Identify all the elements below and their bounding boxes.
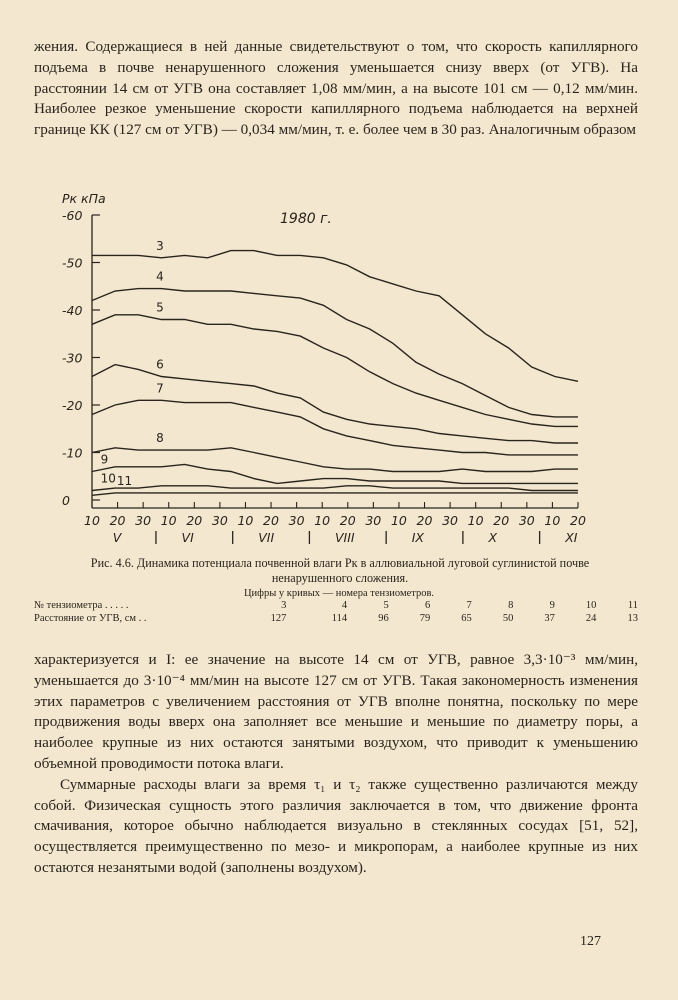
y-tick-label: 0 <box>62 493 70 508</box>
x-tick-label: 10 <box>314 513 331 528</box>
x-tick-label: 30 <box>211 513 228 528</box>
cell: 96 <box>378 612 389 624</box>
figure-caption: Рис. 4.6. Динамика потенциала почвенной влаги Pк в аллювиальной луговой суглинистой почве ненарушенного сложения. <box>90 556 590 585</box>
cell: 65 <box>461 612 472 624</box>
curve-label: 5 <box>156 300 164 315</box>
x-tick-label: 20 <box>493 513 510 528</box>
x-tick-label: 20 <box>570 513 586 528</box>
x-tick-label: 20 <box>339 513 356 528</box>
x-tick-label: 30 <box>365 513 382 528</box>
curve-tensiometer-8 <box>92 448 578 472</box>
x-tick-label: 20 <box>416 513 433 528</box>
curve-label: 11 <box>116 473 133 488</box>
axes <box>92 215 578 508</box>
curve-label: 8 <box>156 431 164 446</box>
cell: 9 <box>549 600 555 611</box>
cell: 79 <box>419 612 431 624</box>
cell: 7 <box>466 600 472 611</box>
chart-title: 1980 г. <box>280 211 332 227</box>
row-label: Расстояние от УГВ, см . . <box>34 612 147 624</box>
y-tick-label: -30 <box>62 350 83 366</box>
x-tick-label: 30 <box>135 513 152 528</box>
curve-tensiometer-11 <box>92 493 578 495</box>
row-label: № тензиометра . . . . . <box>34 600 129 611</box>
y-ticks <box>62 208 100 508</box>
x-tick-label: 10 <box>237 513 254 528</box>
month-label: V <box>112 530 122 545</box>
cell: 10 <box>585 600 597 611</box>
figure-note: Цифры у кривых — номера тензиометров. <box>243 588 435 599</box>
x-tick-label: 10 <box>160 513 177 528</box>
cell: 11 <box>627 600 638 611</box>
body-text-bottom <box>34 650 638 879</box>
y-tick-label: -40 <box>62 303 83 318</box>
curve-tensiometer-10 <box>92 486 578 491</box>
curve-label: 3 <box>156 238 164 253</box>
table-row <box>34 600 638 613</box>
cell: 114 <box>331 612 348 624</box>
table-row <box>34 613 638 626</box>
curve-tensiometer-6 <box>92 365 578 446</box>
page-number: 127 <box>580 934 601 949</box>
curve-label: 10 <box>100 471 116 486</box>
month-label: XI <box>565 530 578 545</box>
x-tick-label: 30 <box>288 513 305 528</box>
cell: 6 <box>424 600 431 611</box>
cell: 8 <box>508 600 514 611</box>
x-tick-label: 30 <box>442 513 459 528</box>
y-tick-label: -10 <box>62 445 83 461</box>
curve-label: 6 <box>156 357 164 372</box>
x-tick-label: 10 <box>84 513 100 528</box>
cell: 24 <box>585 612 597 624</box>
y-tick-label: -60 <box>62 208 83 223</box>
tensiometer-table <box>34 600 638 625</box>
x-tick-label: 30 <box>518 513 535 528</box>
curve-tensiometer-5 <box>92 315 578 427</box>
y-tick-label: -50 <box>62 255 83 271</box>
cell: 50 <box>502 612 514 624</box>
cell: 5 <box>383 600 389 611</box>
x-tick-label: 10 <box>390 513 407 528</box>
month-label: VI <box>181 530 194 545</box>
cell: 4 <box>341 600 348 611</box>
cell: 127 <box>270 612 287 624</box>
curve-label: 7 <box>156 381 164 396</box>
paragraph: жения. Содержащиеся в ней данные свидетельствуют о том, что скорость капиллярного подъема в почве ненарушенного сложения уменьшается снизу вверх (от УГВ). На расстоянии 14 см от УГВ она составляет 1,08 мм/мин, а на высоте 101 см — 0,12 мм/мин. Наиболее резкое уменьшение скорости капиллярного подъема наблюдается на верхней границе КК (127 см от УГВ) — 0,034 мм/мин, т. е. более чем в 30 раз. Аналогичным образом <box>34 38 638 139</box>
x-tick-label: 10 <box>544 513 561 528</box>
month-label: VII <box>258 530 275 545</box>
curve-tensiometer-3 <box>92 251 578 382</box>
x-tick-label: 20 <box>263 513 279 528</box>
cell: 3 <box>281 600 287 611</box>
paragraph: характеризуется и I: ее значение на высоте 14 см от УГВ, равное 3,3·10⁻³ мм/мин, уменьшается до 3·10⁻⁴ мм/мин на высоте 127 см от УГВ. Такая закономерность изменения этих параметров с увеличением расстояния от УГВ вполне понятна, поскольку по мере продвижения воды вверх она заполняет все меньшие и меньшие по диаметру поры, а наиболее крупные из них остаются занятыми воздухом, что приводит к уменьшению объемной проводимости потока влаги. <box>34 651 638 772</box>
curves <box>92 239 578 496</box>
y-tick-label: -20 <box>62 398 83 413</box>
y-axis-label: Pк кПа <box>62 191 106 206</box>
month-label: VIII <box>335 530 355 545</box>
paragraph: Суммарные расходы влаги за время τ₁ и τ₂ также существенно различаются между собой. Физическая сущность этого различия заключается в том, что движение фронта смачивания, которое обычно наблюдается визуально в стеклянных сосудах [51, 52], осуществляется преимущественно по мезо- и микропорам, а наиболее крупные из них остаются незанятыми водой (заполнены воздухом). <box>34 775 638 876</box>
month-label: IX <box>411 530 424 545</box>
x-tick-label: 20 <box>186 513 203 528</box>
curve-label: 4 <box>156 269 164 284</box>
cell: 13 <box>627 612 638 624</box>
x-tick-label: 10 <box>467 513 484 528</box>
curve-label: 9 <box>100 452 109 467</box>
x-tick-label: 20 <box>109 513 126 528</box>
cell: 37 <box>544 612 555 624</box>
curve-tensiometer-7 <box>92 400 578 455</box>
month-label: X <box>488 530 498 545</box>
